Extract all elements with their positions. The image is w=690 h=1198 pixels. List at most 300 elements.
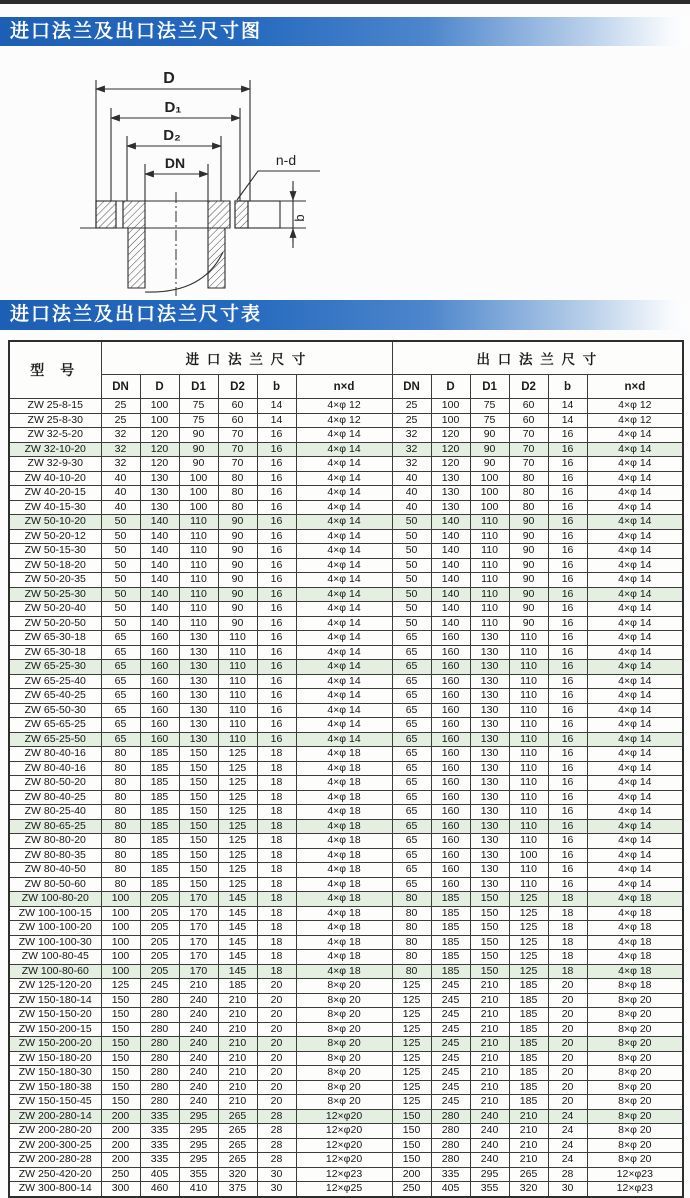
- value-cell: 160: [431, 863, 470, 878]
- value-cell: 125: [218, 834, 257, 849]
- model-cell: ZW 65-25-50: [9, 732, 101, 747]
- value-cell: 4×φ 14: [587, 573, 683, 588]
- value-cell: 40: [101, 486, 140, 501]
- value-cell: 160: [431, 732, 470, 747]
- value-cell: 16: [548, 631, 587, 646]
- value-cell: 110: [509, 703, 548, 718]
- value-cell: 16: [548, 834, 587, 849]
- value-cell: 160: [431, 674, 470, 689]
- value-cell: 125: [101, 979, 140, 994]
- table-row: [9, 1124, 683, 1139]
- value-cell: 185: [509, 1022, 548, 1037]
- value-cell: 4×φ 18: [296, 819, 392, 834]
- value-cell: 50: [101, 558, 140, 573]
- table-row: [9, 631, 683, 646]
- value-cell: 90: [509, 602, 548, 617]
- model-cell: ZW 80-50-60: [9, 877, 101, 892]
- value-cell: 16: [548, 587, 587, 602]
- value-cell: 4×φ 18: [587, 906, 683, 921]
- model-cell: ZW 65-30-18: [9, 645, 101, 660]
- value-cell: 110: [509, 660, 548, 675]
- value-cell: 20: [257, 1008, 296, 1023]
- value-cell: 280: [140, 1022, 179, 1037]
- value-cell: 160: [140, 660, 179, 675]
- table-row: [9, 921, 683, 936]
- value-cell: 110: [509, 776, 548, 791]
- value-cell: 240: [179, 1022, 218, 1037]
- value-cell: 245: [431, 1080, 470, 1095]
- value-cell: 110: [509, 877, 548, 892]
- value-cell: 150: [179, 863, 218, 878]
- value-cell: 245: [431, 1051, 470, 1066]
- value-cell: 4×φ 14: [587, 544, 683, 559]
- value-cell: 130: [179, 674, 218, 689]
- value-cell: 110: [218, 645, 257, 660]
- value-cell: 4×φ 14: [296, 515, 392, 530]
- value-cell: 4×φ 18: [587, 964, 683, 979]
- value-cell: 65: [392, 834, 431, 849]
- value-cell: 4×φ 14: [587, 645, 683, 660]
- value-cell: 4×φ 18: [296, 921, 392, 936]
- value-cell: 110: [179, 573, 218, 588]
- value-cell: 18: [257, 834, 296, 849]
- value-cell: 16: [257, 428, 296, 443]
- value-cell: 16: [548, 515, 587, 530]
- value-cell: 185: [140, 863, 179, 878]
- model-cell: ZW 65-30-18: [9, 631, 101, 646]
- value-cell: 8×φ 20: [296, 1037, 392, 1052]
- value-cell: 16: [257, 500, 296, 515]
- value-cell: 4×φ 14: [587, 761, 683, 776]
- value-cell: 24: [548, 1153, 587, 1168]
- value-cell: 160: [431, 645, 470, 660]
- value-cell: 4×φ 14: [296, 689, 392, 704]
- value-cell: 4×φ 14: [587, 558, 683, 573]
- value-cell: 210: [218, 1066, 257, 1081]
- value-cell: 145: [218, 906, 257, 921]
- model-cell: ZW 80-25-40: [9, 805, 101, 820]
- value-cell: 100: [431, 399, 470, 414]
- value-cell: 60: [509, 399, 548, 414]
- value-cell: 150: [179, 790, 218, 805]
- table-row: [9, 645, 683, 660]
- value-cell: 160: [431, 776, 470, 791]
- value-cell: 185: [431, 964, 470, 979]
- value-cell: 80: [392, 906, 431, 921]
- value-cell: 75: [179, 399, 218, 414]
- value-cell: 16: [548, 674, 587, 689]
- value-cell: 16: [548, 747, 587, 762]
- value-cell: 18: [257, 761, 296, 776]
- value-cell: 4×φ 18: [587, 950, 683, 965]
- value-cell: 130: [470, 805, 509, 820]
- value-cell: 100: [431, 413, 470, 428]
- value-cell: 16: [257, 732, 296, 747]
- value-cell: 12×φ20: [296, 1124, 392, 1139]
- value-cell: 200: [101, 1138, 140, 1153]
- value-cell: 80: [101, 747, 140, 762]
- value-cell: 185: [509, 979, 548, 994]
- value-cell: 24: [548, 1109, 587, 1124]
- value-cell: 8×φ 20: [587, 1066, 683, 1081]
- value-cell: 20: [257, 1066, 296, 1081]
- value-cell: 20: [548, 1022, 587, 1037]
- value-cell: 160: [431, 790, 470, 805]
- value-cell: 4×φ 14: [296, 457, 392, 472]
- value-cell: 8×φ 20: [587, 1080, 683, 1095]
- value-cell: 280: [431, 1109, 470, 1124]
- value-cell: 4×φ 14: [587, 877, 683, 892]
- value-cell: 140: [431, 529, 470, 544]
- value-cell: 65: [101, 645, 140, 660]
- value-cell: 50: [392, 573, 431, 588]
- value-cell: 4×φ 14: [587, 689, 683, 704]
- value-cell: 16: [548, 761, 587, 776]
- value-cell: 130: [179, 689, 218, 704]
- value-cell: 130: [431, 500, 470, 515]
- value-cell: 130: [470, 776, 509, 791]
- table-row: [9, 1138, 683, 1153]
- value-cell: 18: [257, 790, 296, 805]
- value-cell: 16: [548, 848, 587, 863]
- value-cell: 20: [257, 1051, 296, 1066]
- value-cell: 16: [257, 442, 296, 457]
- value-cell: 80: [101, 819, 140, 834]
- value-cell: 185: [218, 979, 257, 994]
- value-cell: 16: [548, 660, 587, 675]
- table-row: [9, 834, 683, 849]
- value-cell: 140: [431, 558, 470, 573]
- value-cell: 70: [218, 457, 257, 472]
- value-cell: 90: [218, 573, 257, 588]
- value-cell: 50: [101, 544, 140, 559]
- value-cell: 125: [509, 964, 548, 979]
- value-cell: 4×φ 18: [296, 863, 392, 878]
- value-cell: 125: [392, 1022, 431, 1037]
- value-cell: 185: [140, 776, 179, 791]
- value-cell: 295: [470, 1167, 509, 1182]
- value-cell: 4×φ 14: [296, 645, 392, 660]
- value-cell: 18: [548, 906, 587, 921]
- model-cell: ZW 25-8-30: [9, 413, 101, 428]
- value-cell: 12×φ23: [587, 1167, 683, 1182]
- value-cell: 210: [470, 993, 509, 1008]
- value-cell: 245: [431, 1066, 470, 1081]
- value-cell: 4×φ 14: [587, 703, 683, 718]
- value-cell: 110: [470, 602, 509, 617]
- table-row: [9, 689, 683, 704]
- value-cell: 8×φ 20: [296, 979, 392, 994]
- value-cell: 110: [218, 689, 257, 704]
- value-cell: 16: [548, 718, 587, 733]
- value-cell: 130: [179, 732, 218, 747]
- value-cell: 240: [179, 1080, 218, 1095]
- value-cell: 28: [548, 1167, 587, 1182]
- value-cell: 150: [392, 1138, 431, 1153]
- value-cell: 160: [431, 689, 470, 704]
- value-cell: 205: [140, 964, 179, 979]
- value-cell: 150: [179, 805, 218, 820]
- value-cell: 4×φ 14: [296, 442, 392, 457]
- value-cell: 18: [257, 877, 296, 892]
- value-cell: 18: [257, 935, 296, 950]
- model-cell: ZW 150-180-20: [9, 1051, 101, 1066]
- table-row: [9, 428, 683, 443]
- value-cell: 110: [218, 660, 257, 675]
- table-row: [9, 486, 683, 501]
- value-cell: 150: [470, 950, 509, 965]
- value-cell: 150: [392, 1153, 431, 1168]
- value-cell: 150: [470, 892, 509, 907]
- value-cell: 4×φ 14: [296, 544, 392, 559]
- value-cell: 20: [257, 979, 296, 994]
- value-cell: 4×φ 14: [296, 674, 392, 689]
- table-row: [9, 863, 683, 878]
- value-cell: 8×φ 20: [296, 1008, 392, 1023]
- value-cell: 8×φ 20: [587, 1109, 683, 1124]
- value-cell: 4×φ 18: [587, 892, 683, 907]
- value-cell: 18: [257, 964, 296, 979]
- table-row: [9, 515, 683, 530]
- model-cell: ZW 100-80-20: [9, 892, 101, 907]
- table-row: [9, 1182, 683, 1197]
- value-cell: 110: [470, 587, 509, 602]
- value-cell: 245: [431, 993, 470, 1008]
- value-cell: 4×φ 14: [296, 616, 392, 631]
- value-cell: 125: [392, 1095, 431, 1110]
- value-cell: 125: [392, 993, 431, 1008]
- value-cell: 185: [509, 1066, 548, 1081]
- value-cell: 50: [392, 587, 431, 602]
- value-cell: 130: [470, 819, 509, 834]
- value-cell: 18: [257, 921, 296, 936]
- value-cell: 210: [218, 1037, 257, 1052]
- value-cell: 160: [431, 761, 470, 776]
- value-cell: 4×φ 14: [296, 631, 392, 646]
- value-cell: 90: [470, 442, 509, 457]
- value-cell: 245: [431, 1008, 470, 1023]
- value-cell: 110: [218, 674, 257, 689]
- value-cell: 160: [140, 674, 179, 689]
- model-cell: ZW 80-50-20: [9, 776, 101, 791]
- value-cell: 140: [140, 573, 179, 588]
- value-cell: 16: [257, 645, 296, 660]
- table-header: [9, 341, 683, 399]
- value-cell: 65: [392, 776, 431, 791]
- model-cell: ZW 100-100-30: [9, 935, 101, 950]
- value-cell: 8×φ 20: [587, 1051, 683, 1066]
- value-cell: 150: [101, 993, 140, 1008]
- model-cell: ZW 32-10-20: [9, 442, 101, 457]
- value-cell: 335: [431, 1167, 470, 1182]
- value-cell: 8×φ 20: [587, 1095, 683, 1110]
- value-cell: 150: [101, 1080, 140, 1095]
- value-cell: 4×φ 14: [587, 863, 683, 878]
- value-cell: 80: [218, 486, 257, 501]
- value-cell: 185: [431, 950, 470, 965]
- value-cell: 4×φ 14: [296, 486, 392, 501]
- value-cell: 8×φ 20: [587, 1022, 683, 1037]
- value-cell: 160: [140, 645, 179, 660]
- value-cell: 170: [179, 892, 218, 907]
- value-cell: 240: [179, 1051, 218, 1066]
- value-cell: 65: [392, 660, 431, 675]
- table-row: [9, 1008, 683, 1023]
- value-cell: 4×φ 18: [296, 747, 392, 762]
- value-cell: 150: [101, 1037, 140, 1052]
- value-cell: 28: [257, 1138, 296, 1153]
- value-cell: 4×φ 12: [296, 413, 392, 428]
- value-cell: 90: [179, 428, 218, 443]
- flange-diagram: [58, 56, 368, 296]
- value-cell: 90: [509, 573, 548, 588]
- table-row: [9, 776, 683, 791]
- table-row: [9, 457, 683, 472]
- value-cell: 16: [548, 602, 587, 617]
- value-cell: 18: [548, 935, 587, 950]
- value-cell: 8×φ 20: [296, 1051, 392, 1066]
- table-row: [9, 1051, 683, 1066]
- value-cell: 120: [140, 442, 179, 457]
- value-cell: 40: [101, 471, 140, 486]
- flange-table-body: [9, 399, 683, 1197]
- value-cell: 20: [257, 1095, 296, 1110]
- value-cell: 110: [509, 761, 548, 776]
- value-cell: 130: [470, 834, 509, 849]
- value-cell: 80: [392, 921, 431, 936]
- value-cell: 20: [548, 1066, 587, 1081]
- value-cell: 4×φ 14: [587, 718, 683, 733]
- value-cell: 145: [218, 892, 257, 907]
- table-row: [9, 558, 683, 573]
- value-cell: 4×φ 14: [296, 471, 392, 486]
- value-cell: 50: [101, 616, 140, 631]
- value-cell: 14: [257, 413, 296, 428]
- table-row: [9, 573, 683, 588]
- value-cell: 150: [470, 964, 509, 979]
- table-row: [9, 1153, 683, 1168]
- model-cell: ZW 65-25-30: [9, 660, 101, 675]
- value-cell: 65: [101, 718, 140, 733]
- value-cell: 170: [179, 950, 218, 965]
- value-cell: 65: [392, 761, 431, 776]
- value-cell: 160: [140, 732, 179, 747]
- value-cell: 160: [431, 877, 470, 892]
- value-cell: 100: [101, 950, 140, 965]
- value-cell: 125: [218, 747, 257, 762]
- value-cell: 18: [257, 863, 296, 878]
- value-cell: 20: [548, 993, 587, 1008]
- value-cell: 8×φ 20: [296, 1080, 392, 1095]
- value-cell: 120: [431, 442, 470, 457]
- value-cell: 4×φ 18: [296, 790, 392, 805]
- value-cell: 210: [218, 1080, 257, 1095]
- value-cell: 125: [509, 906, 548, 921]
- value-cell: 320: [509, 1182, 548, 1197]
- model-cell: ZW 50-18-20: [9, 558, 101, 573]
- table-row: [9, 1095, 683, 1110]
- value-cell: 4×φ 14: [587, 674, 683, 689]
- value-cell: 265: [218, 1124, 257, 1139]
- value-cell: 4×φ 14: [296, 558, 392, 573]
- value-cell: 65: [392, 805, 431, 820]
- outlet-col-D: D: [431, 375, 470, 399]
- value-cell: 60: [218, 399, 257, 414]
- outlet-col-b: b: [548, 375, 587, 399]
- value-cell: 18: [257, 776, 296, 791]
- value-cell: 110: [509, 631, 548, 646]
- value-cell: 210: [470, 1095, 509, 1110]
- value-cell: 265: [218, 1109, 257, 1124]
- value-cell: 100: [101, 892, 140, 907]
- table-row: [9, 602, 683, 617]
- table-row: [9, 1066, 683, 1081]
- value-cell: 100: [179, 486, 218, 501]
- value-cell: 150: [101, 1066, 140, 1081]
- outlet-col-D2: D2: [509, 375, 548, 399]
- table-row: [9, 906, 683, 921]
- value-cell: 250: [392, 1182, 431, 1197]
- value-cell: 140: [431, 544, 470, 559]
- model-cell: ZW 50-20-50: [9, 616, 101, 631]
- value-cell: 90: [179, 442, 218, 457]
- value-cell: 12×φ25: [296, 1182, 392, 1197]
- value-cell: 4×φ 18: [296, 892, 392, 907]
- value-cell: 145: [218, 964, 257, 979]
- table-row: [9, 877, 683, 892]
- model-cell: ZW 50-10-20: [9, 515, 101, 530]
- value-cell: 150: [101, 1051, 140, 1066]
- model-cell: ZW 200-280-20: [9, 1124, 101, 1139]
- value-cell: 210: [218, 1022, 257, 1037]
- value-cell: 4×φ 14: [296, 602, 392, 617]
- value-cell: 185: [509, 1051, 548, 1066]
- value-cell: 130: [470, 790, 509, 805]
- value-cell: 210: [218, 1095, 257, 1110]
- value-cell: 25: [392, 413, 431, 428]
- value-cell: 80: [392, 935, 431, 950]
- value-cell: 355: [470, 1182, 509, 1197]
- value-cell: 185: [140, 747, 179, 762]
- value-cell: 4×φ 14: [587, 805, 683, 820]
- value-cell: 150: [179, 834, 218, 849]
- value-cell: 80: [218, 471, 257, 486]
- value-cell: 20: [257, 1080, 296, 1095]
- value-cell: 4×φ 18: [296, 950, 392, 965]
- flange-dimension-table-wrap: [8, 340, 682, 1198]
- table-row: [9, 660, 683, 675]
- value-cell: 130: [140, 471, 179, 486]
- value-cell: 20: [548, 1095, 587, 1110]
- value-cell: 110: [509, 674, 548, 689]
- value-cell: 18: [548, 950, 587, 965]
- value-cell: 25: [101, 413, 140, 428]
- value-cell: 24: [548, 1138, 587, 1153]
- value-cell: 185: [140, 761, 179, 776]
- value-cell: 200: [101, 1124, 140, 1139]
- value-cell: 110: [470, 558, 509, 573]
- value-cell: 110: [179, 602, 218, 617]
- value-cell: 4×φ 14: [587, 602, 683, 617]
- value-cell: 4×φ 18: [296, 761, 392, 776]
- value-cell: 160: [431, 805, 470, 820]
- value-cell: 130: [470, 718, 509, 733]
- value-cell: 16: [257, 674, 296, 689]
- value-cell: 160: [431, 718, 470, 733]
- table-row: [9, 471, 683, 486]
- value-cell: 18: [257, 747, 296, 762]
- value-cell: 125: [392, 1051, 431, 1066]
